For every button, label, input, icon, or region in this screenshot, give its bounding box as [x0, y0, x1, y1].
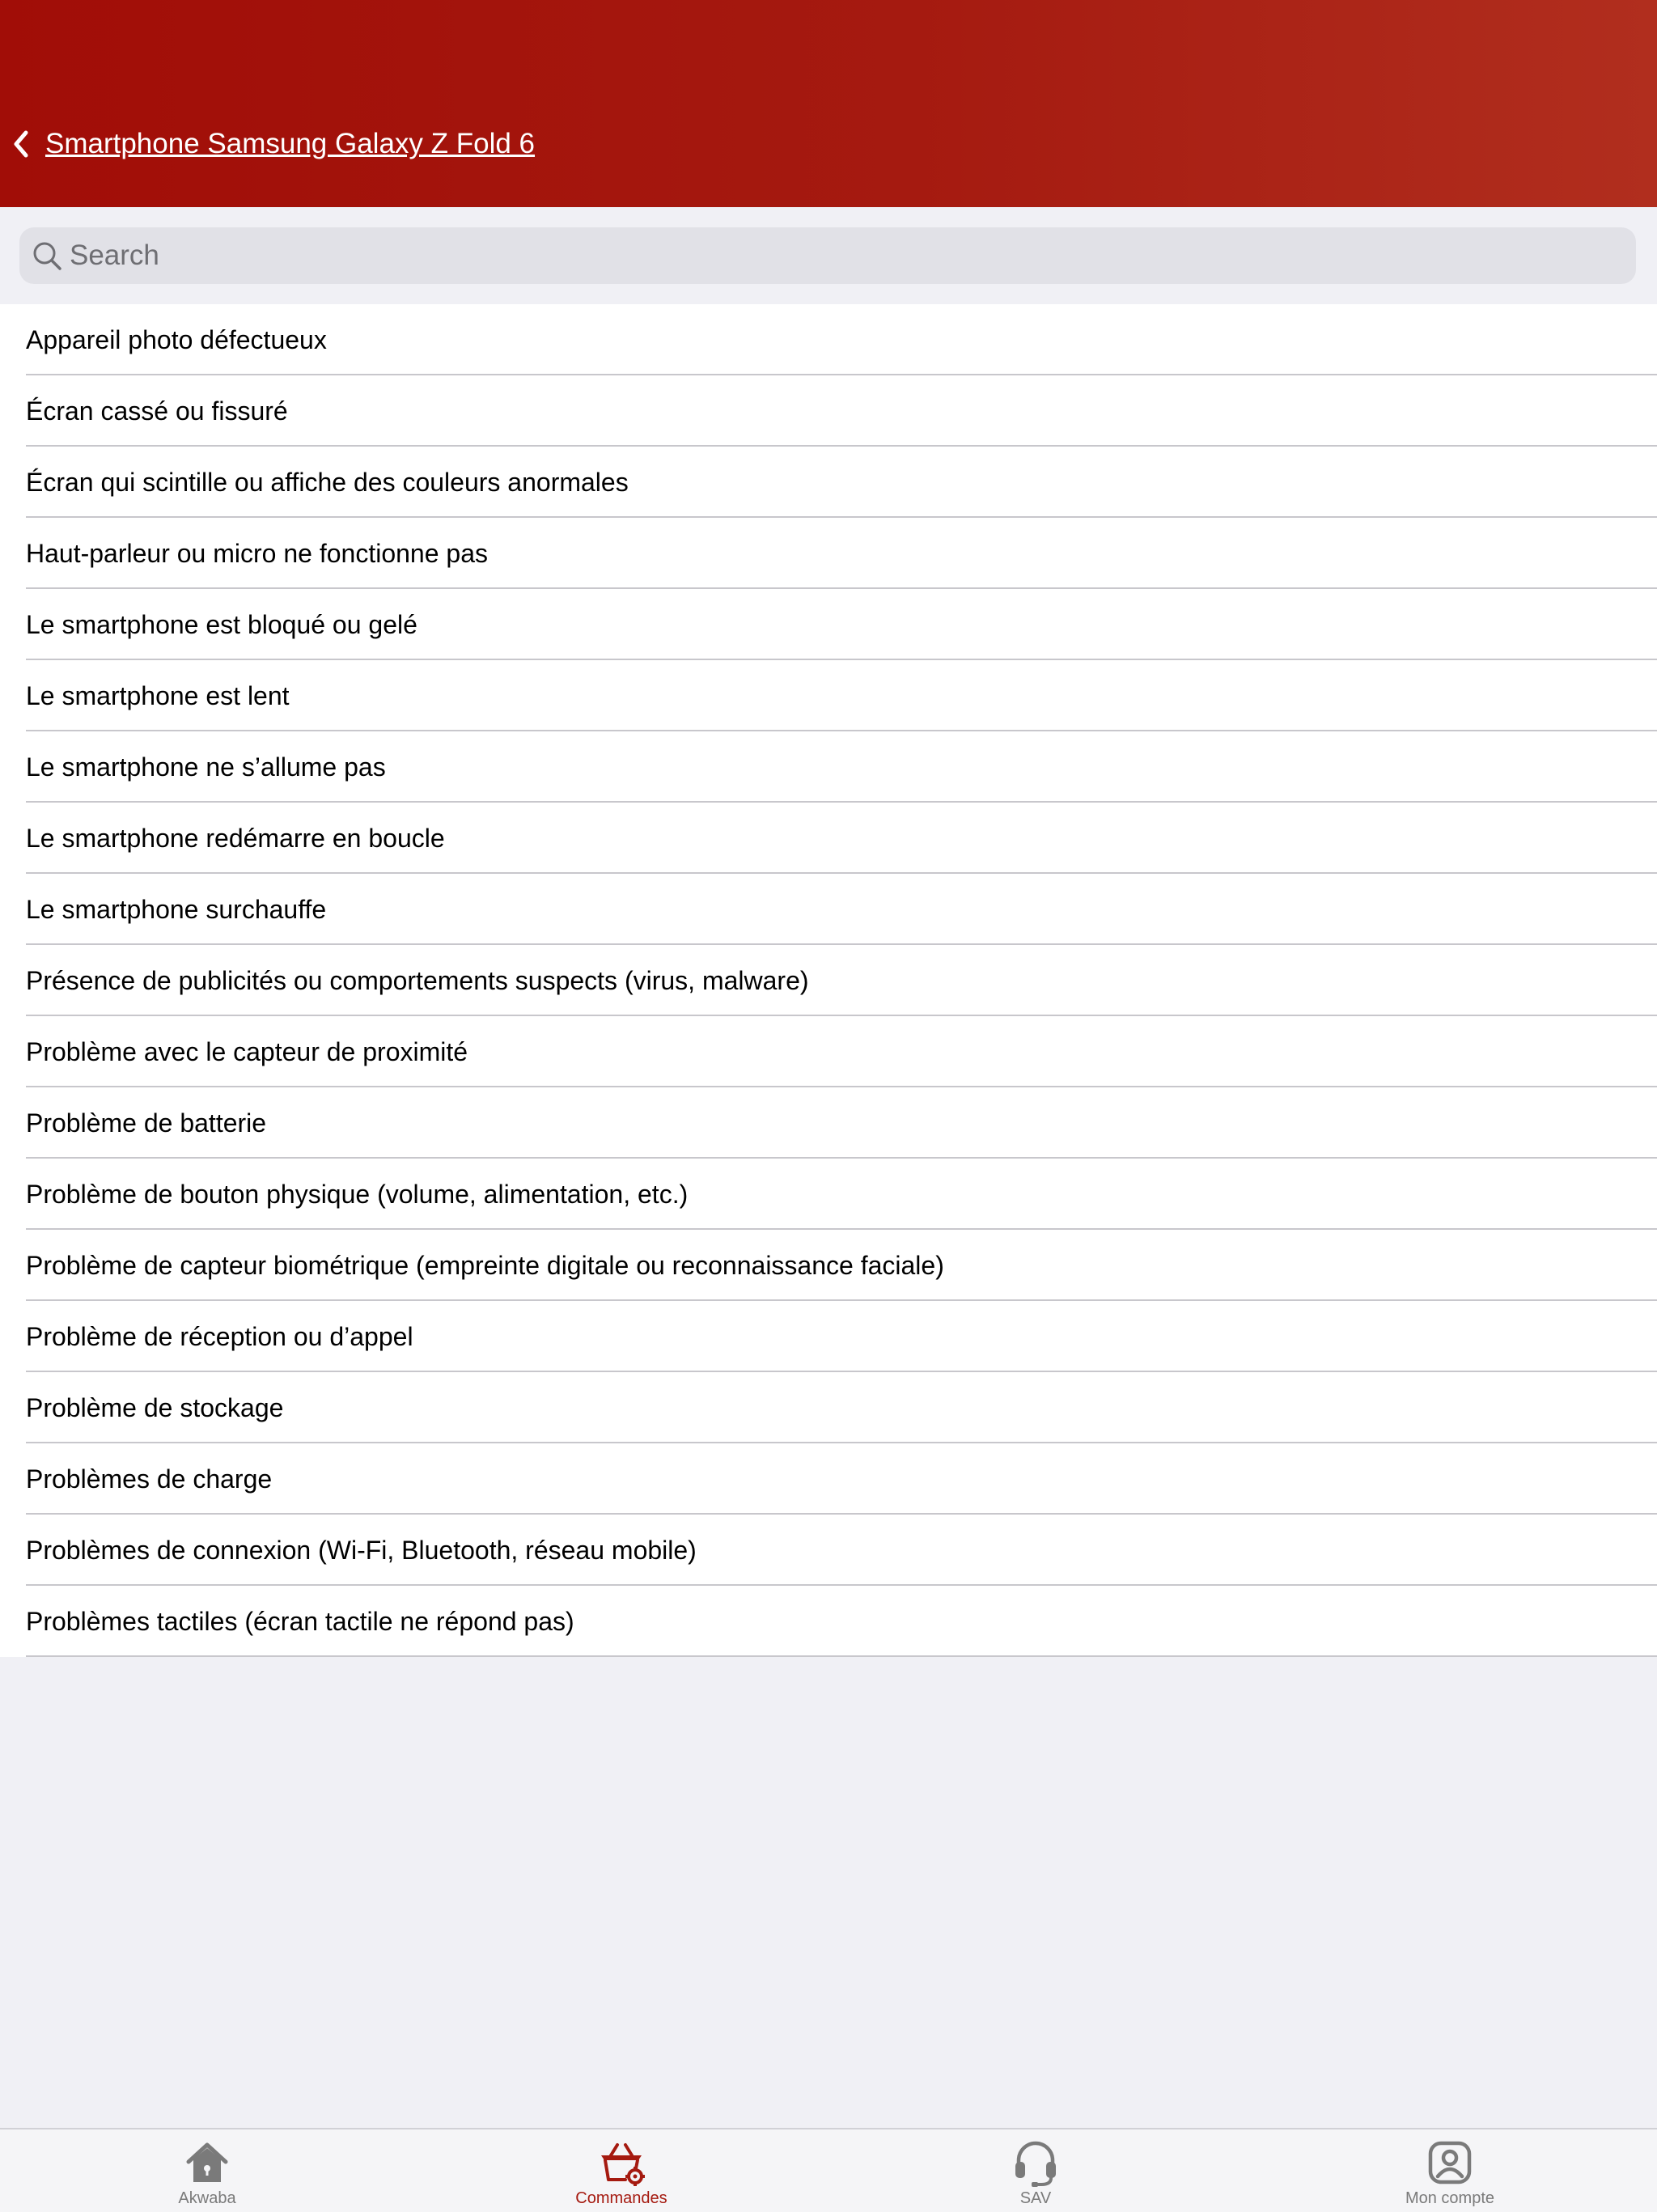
back-button[interactable]	[11, 125, 535, 163]
list-item[interactable]	[0, 1372, 1657, 1443]
list-item-label: Présence de publicités ou comportements suspects (virus, malware)	[26, 966, 809, 995]
list-item-label: Problème de stockage	[26, 1393, 284, 1422]
list-item[interactable]	[0, 1087, 1657, 1159]
basket-settings-icon	[596, 2138, 646, 2188]
search-field[interactable]	[19, 227, 1636, 284]
list-item-label: Appareil photo défectueux	[26, 325, 327, 354]
list-item-label: Problème de batterie	[26, 1108, 267, 1138]
list-item[interactable]	[0, 1515, 1657, 1586]
back-title[interactable]: Smartphone Samsung Galaxy Z Fold 6	[45, 128, 536, 159]
list-item[interactable]	[0, 304, 1657, 375]
nav-header	[0, 0, 1657, 207]
list-item[interactable]	[0, 447, 1657, 518]
list-item-label: Le smartphone surchauffe	[26, 895, 327, 924]
tab-label: SAV	[1019, 2189, 1052, 2207]
home-icon	[182, 2138, 232, 2188]
tab-label: Akwaba	[178, 2189, 236, 2207]
list-item-label: Le smartphone est lent	[26, 681, 290, 710]
list-item[interactable]	[0, 803, 1657, 874]
list-item-label: Problème de bouton physique (volume, alimentation, etc.)	[26, 1180, 689, 1209]
list-item-label: Le smartphone est bloqué ou gelé	[26, 610, 417, 639]
search-input[interactable]	[70, 239, 1607, 272]
list-item-label: Problème de réception ou d’appel	[26, 1322, 413, 1351]
list-item-label: Problème avec le capteur de proximité	[26, 1037, 468, 1066]
tab-label: Mon compte	[1405, 2189, 1495, 2207]
list-item[interactable]	[0, 1016, 1657, 1087]
list-item-label: Problème de capteur biométrique (empreinte digitale ou reconnaissance faciale)	[26, 1251, 944, 1280]
list-item[interactable]	[0, 1230, 1657, 1301]
tab-commandes[interactable]	[414, 2129, 828, 2212]
issue-list	[0, 304, 1657, 1657]
list-item[interactable]	[0, 660, 1657, 731]
list-item[interactable]	[0, 1443, 1657, 1515]
list-item[interactable]	[0, 589, 1657, 660]
list-item[interactable]	[0, 1301, 1657, 1372]
account-icon	[1425, 2138, 1475, 2188]
list-item[interactable]	[0, 1586, 1657, 1657]
tab-bar	[0, 2128, 1657, 2212]
tab-mon-compte[interactable]	[1243, 2129, 1657, 2212]
tab-akwaba[interactable]	[0, 2129, 414, 2212]
list-item[interactable]	[0, 518, 1657, 589]
list-item-label: Haut-parleur ou micro ne fonctionne pas	[26, 539, 488, 568]
list-item[interactable]	[0, 945, 1657, 1016]
list-item-label: Le smartphone redémarre en boucle	[26, 824, 445, 853]
list-item-label: Problèmes de charge	[26, 1464, 273, 1494]
list-item[interactable]	[0, 874, 1657, 945]
list-item[interactable]	[0, 375, 1657, 447]
chevron-left-icon	[11, 129, 31, 159]
list-item-label: Écran cassé ou fissuré	[26, 396, 288, 426]
list-item[interactable]	[0, 731, 1657, 803]
list-separator	[26, 1655, 1657, 1657]
tab-sav[interactable]	[828, 2129, 1243, 2212]
list-item-label: Écran qui scintille ou affiche des couleurs anormales	[26, 468, 629, 497]
list-item[interactable]	[0, 1159, 1657, 1230]
list-item-label: Le smartphone ne s’allume pas	[26, 752, 386, 782]
list-item-label: Problèmes de connexion (Wi-Fi, Bluetooth, réseau mobile)	[26, 1536, 697, 1565]
headset-icon	[1011, 2138, 1061, 2188]
search-icon	[31, 239, 63, 272]
tab-label: Commandes	[575, 2189, 667, 2207]
list-item-label: Problèmes tactiles (écran tactile ne répond pas)	[26, 1607, 574, 1636]
search-bar	[0, 207, 1657, 304]
